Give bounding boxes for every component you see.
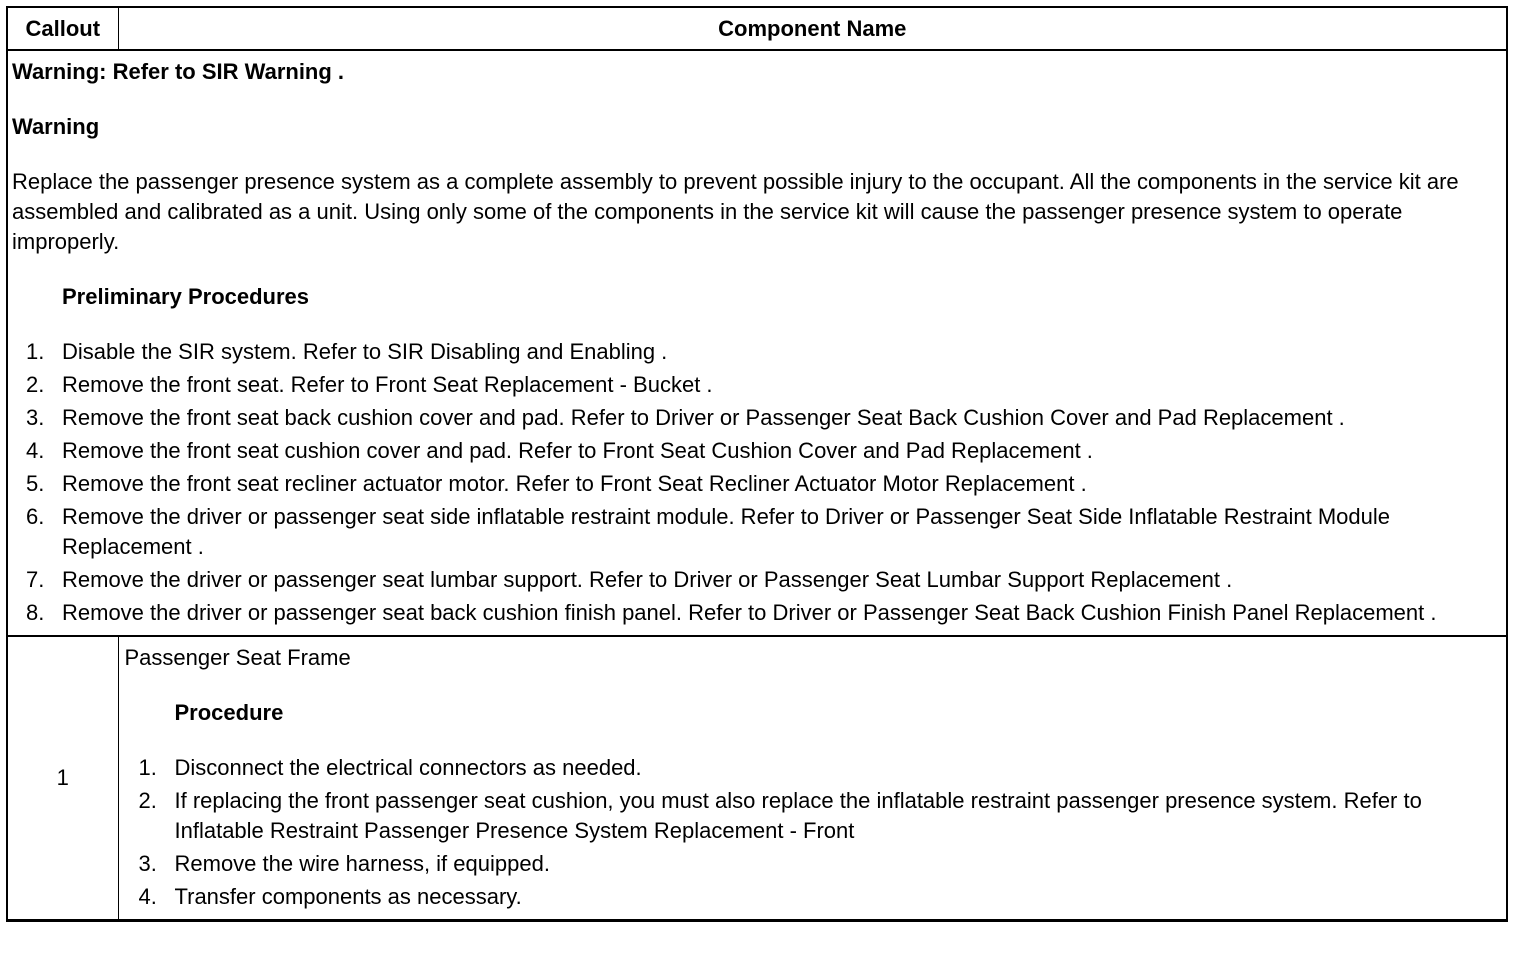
callout-column-header: Callout	[8, 8, 118, 50]
list-item	[12, 502, 1500, 562]
component-name-column-header: Component Name	[118, 8, 1506, 50]
step-text: Disable the SIR system. Refer to SIR Disabling and Enabling .	[62, 339, 668, 364]
warning-text: Replace the passenger presence system as a complete assembly to prevent possible injury to the occupant. All the components in the service kit are assembled and calibrated as a unit. Using only some of the components in the service kit will cause the passenger presence system to operate improperly.	[12, 169, 1459, 254]
warning-title: Warning	[12, 114, 100, 139]
component-cell	[118, 636, 1506, 920]
list-item	[12, 469, 1500, 499]
callout-table	[8, 8, 1506, 920]
step-number: 2.	[26, 372, 45, 397]
step-number: 3.	[26, 405, 45, 430]
step-number: 1.	[138, 755, 157, 780]
step-text: Remove the front seat back cushion cover and pad. Refer to Driver or Passenger Seat Back Cushion Cover and Pad Replacement .	[62, 405, 1345, 430]
step-number: 8.	[26, 600, 45, 625]
step-text: Remove the driver or passenger seat back cushion finish panel. Refer to Driver or Passenger Seat Back Cushion Finish Panel Replacement .	[62, 600, 1437, 625]
table-header-row	[8, 8, 1506, 50]
step-text: If replacing the front passenger seat cushion, you must also replace the inflatable restraint passenger presence system. Refer to Inflatable Restraint Passenger Presence System Replacement - Front	[174, 788, 1422, 843]
list-item	[125, 786, 1501, 846]
step-text: Disconnect the electrical connectors as needed.	[174, 755, 642, 780]
step-text: Remove the front seat cushion cover and pad. Refer to Front Seat Cushion Cover and Pad Replacement .	[62, 438, 1093, 463]
preliminary-steps-list	[12, 337, 1500, 628]
list-item	[12, 403, 1500, 433]
list-item	[12, 598, 1500, 628]
step-number: 5.	[26, 471, 45, 496]
warning-reference: Warning: Refer to SIR Warning .	[12, 59, 345, 84]
step-number: 4.	[26, 438, 45, 463]
callout-number: 1	[8, 636, 118, 920]
component-name: Passenger Seat Frame	[124, 645, 351, 670]
step-number: 1.	[26, 339, 45, 364]
step-text: Remove the driver or passenger seat side inflatable restraint module. Refer to Driver or Passenger Seat Side Inflatable Restraint Module Replacement .	[62, 504, 1391, 559]
procedure-steps-list	[125, 753, 1501, 912]
list-item	[12, 565, 1500, 595]
list-item	[125, 882, 1501, 912]
step-text: Remove the driver or passenger seat lumbar support. Refer to Driver or Passenger Seat Lumbar Support Replacement .	[62, 567, 1233, 592]
procedure-heading: Procedure	[174, 700, 284, 725]
step-text: Remove the front seat recliner actuator motor. Refer to Front Seat Recliner Actuator Motor Replacement .	[62, 471, 1087, 496]
intro-cell	[8, 50, 1506, 636]
list-item	[12, 370, 1500, 400]
list-item	[125, 753, 1501, 783]
step-text: Remove the wire harness, if equipped.	[174, 851, 550, 876]
list-item	[12, 337, 1500, 367]
step-text: Transfer components as necessary.	[174, 884, 522, 909]
list-item	[125, 849, 1501, 879]
step-number: 4.	[138, 884, 157, 909]
list-item	[12, 436, 1500, 466]
step-number: 3.	[138, 851, 157, 876]
step-number: 2.	[138, 788, 157, 813]
procedure-document	[6, 6, 1508, 922]
component-row	[8, 636, 1506, 920]
step-number: 7.	[26, 567, 45, 592]
step-text: Remove the front seat. Refer to Front Seat Replacement - Bucket .	[62, 372, 713, 397]
step-number: 6.	[26, 504, 45, 529]
intro-row	[8, 50, 1506, 636]
preliminary-procedures-heading: Preliminary Procedures	[62, 284, 310, 309]
